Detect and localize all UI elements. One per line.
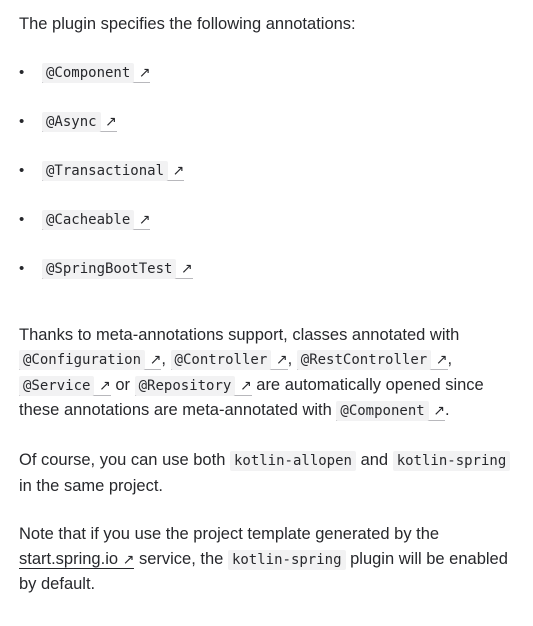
annotation-list [19, 59, 519, 304]
start-spring-io-link[interactable]: start.spring.io ↗ [19, 549, 135, 568]
transactional-link[interactable]: @Transactional ↗ [42, 162, 184, 181]
bullet: • [19, 210, 25, 228]
external-link-icon: ↗ [149, 352, 162, 369]
cacheable-link[interactable]: @Cacheable ↗ [42, 211, 150, 230]
external-link-icon: ↗ [275, 352, 288, 369]
restcontroller-link[interactable]: @RestController ↗ [297, 350, 448, 370]
external-link-icon: ↗ [435, 352, 448, 369]
external-link-icon: ↗ [172, 162, 185, 179]
both-plugins-paragraph: Of course, you can use both kotlin-allopen and kotlin-spring in the same project. [19, 448, 519, 498]
meta-annotations-paragraph: Thanks to meta-annotations support, classes annotated with @Configuration ↗, @Controller ↗, @RestController ↗, @Service ↗ or @Repository ↗ are automatically opened since these annotations are meta-annotated with @Component ↗. [19, 325, 484, 420]
external-link-icon: ↗ [180, 260, 193, 277]
external-link-icon: ↗ [239, 377, 252, 394]
kotlin-spring-code: kotlin-spring [393, 451, 511, 471]
bullet: • [19, 63, 25, 81]
external-link-icon: ↗ [138, 211, 151, 228]
bullet: • [19, 161, 25, 179]
kotlin-allopen-code: kotlin-allopen [230, 451, 356, 471]
springboottest-link[interactable]: @SpringBootTest ↗ [42, 260, 193, 279]
kotlin-spring-code: kotlin-spring [228, 550, 346, 570]
external-link-icon: ↗ [99, 377, 111, 394]
external-link-icon: ↗ [105, 113, 117, 130]
list-item [19, 157, 519, 206]
component-link[interactable]: @Component ↗ [42, 64, 150, 83]
intro-text: The plugin specifies the following annotations: [19, 15, 356, 33]
bullet: • [19, 259, 25, 277]
controller-link[interactable]: @Controller ↗ [171, 350, 288, 370]
list-item [19, 108, 519, 157]
external-link-icon: ↗ [122, 551, 135, 568]
list-item [19, 206, 519, 255]
service-link[interactable]: @Service ↗ [19, 376, 111, 396]
async-link[interactable]: @Async ↗ [42, 113, 117, 132]
external-link-icon: ↗ [433, 403, 446, 420]
note-paragraph: Note that if you use the project template generated by the start.spring.io ↗ service, the kotlin-spring plugin will be enabled by default. [19, 525, 508, 594]
external-link-icon: ↗ [138, 64, 151, 81]
configuration-link[interactable]: @Configuration ↗ [19, 350, 161, 370]
bullet: • [19, 112, 25, 130]
list-item [19, 255, 519, 304]
repository-link[interactable]: @Repository ↗ [135, 376, 252, 396]
component-link[interactable]: @Component ↗ [336, 401, 445, 421]
list-item [19, 59, 519, 108]
